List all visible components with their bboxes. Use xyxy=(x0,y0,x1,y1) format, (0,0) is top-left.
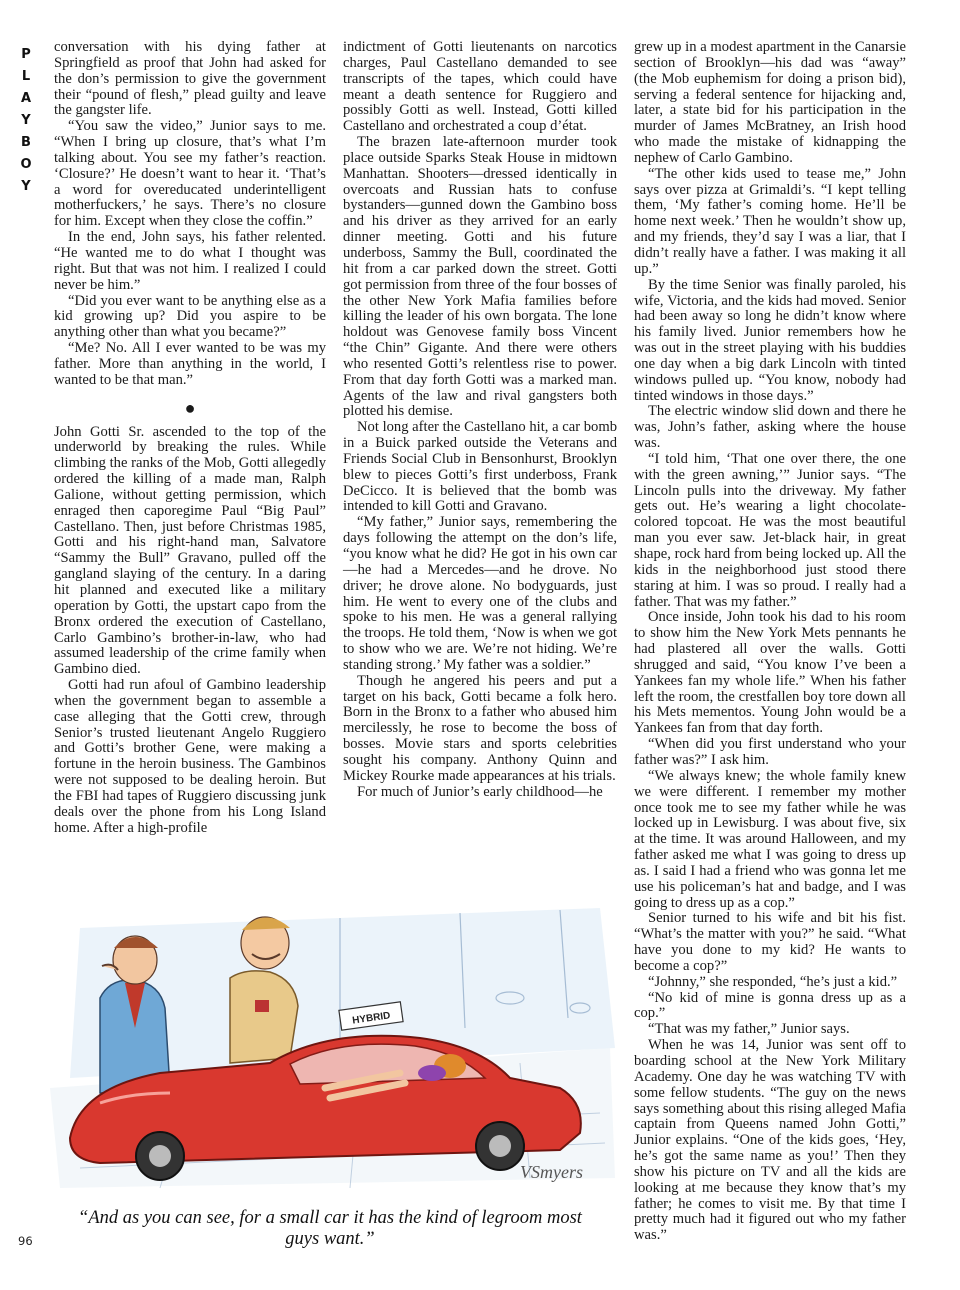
folio-letter: O xyxy=(20,157,32,172)
paragraph: “That was my father,” Junior says. xyxy=(648,1021,850,1038)
section-break-bullet: ● xyxy=(184,397,196,418)
folio-letter: Y xyxy=(21,179,31,194)
cartoon-illustration xyxy=(40,888,620,1196)
paragraph: Though he angered his peers and put a target on his back, Gotti became a folk hero. Born in the Bronx to a father who abused him mercilessly, he rose to become the boss of bosses. Movie stars and sports celebrities sought his company. Anthony Quinn and Mickey Rourke made appearances at his trials. xyxy=(343,672,617,784)
paragraph: “Johnny,” she responded, “he’s just a kid.” xyxy=(648,973,898,990)
paragraph: John Gotti Sr. ascended to the top of the underworld by breaking the rules. While climbing the ranks of the Mob, Gotti allegedly ordered the killing of a made man, Ralph Galione, without getting permission, which enraged then caporegime Paul “Big Paul” Castellano. Then, just before Christmas 1985, Gotti and his right-hand man, Salvatore “Sammy the Bull” Gravano, pulled off the gangland slaying of the century. In a daring hit planned and executed like a military operation by Gotti, the upstart capo from the Bronx ordered the execution of Castellano, Carlo Gambino’s brother-in-law, who had assumed leadership of the crime family when Gambino died. xyxy=(54,423,326,678)
paragraph: For much of Junior’s early childhood—he xyxy=(357,783,603,800)
folio-letter: B xyxy=(21,135,31,150)
paragraph: Senior turned to his wife and bit his fist. “What’s the matter with you?” he said. “What have you done to my kid? He wants to become a cop?” xyxy=(634,910,906,974)
paragraph: grew up in a modest apartment in the Canarsie section of Brooklyn—his dad was “away” (the Mob euphemism for doing a prison bid), serving a federal sentence for hijacking and, later, a state bid for his participation in the murder of James McBratney, an Irish hood who made the mistake of kidnapping the nephew of Carlo Gambino. xyxy=(634,39,906,166)
hybrid-sign-text: HYBRID xyxy=(351,1010,392,1027)
article-column-2 xyxy=(343,40,617,801)
folio-letter: P xyxy=(21,47,31,62)
paragraph: The electric window slid down and there he was, John’s father, asking where the house was. xyxy=(634,403,906,452)
folio-letter: L xyxy=(21,69,31,84)
article-column-1 xyxy=(54,40,326,837)
paragraph: indictment of Gotti lieutenants on narcotics charges, Paul Castellano demanded to see transcripts of the tapes, which could have meant a death sentence for Ruggiero and possibly Gotti as well. Instead, Gotti killed Castellano and orchestrated a coup d’état. xyxy=(343,39,617,135)
paragraph: “No kid of mine is gonna dress up as a cop.” xyxy=(634,989,906,1022)
folio-letter: A xyxy=(20,91,32,106)
paragraph: “We always knew; the whole family knew we were different. I remember my mother once took me to see my father while he was locked up in Lewisburg. I was about five, six at the time. It was around Halloween, and my father asked me what I was going to dress up as. I said I had a friend who was gonna let me use his policeman’s hat and badge, and I was going to dress up as a cop.” xyxy=(634,767,906,911)
cartoon-caption: “And as you can see, for a small car it has the kind of legroom most guys want.” xyxy=(78,1208,582,1249)
paragraph: In the end, John says, his father relented. “He wanted me to do what I thought was right. But that was not him. I realized I could never be him.” xyxy=(54,229,326,293)
magazine-folio xyxy=(14,44,38,198)
paragraph: Not long after the Castellano hit, a car bomb in a Buick parked outside the Veterans and Friends Social Club in Bensonhurst, Brooklyn blew to pieces Gotti’s first underboss, Frank DeCicco. It is believed that the bomb was intended to kill Gotti and Gravano. xyxy=(343,419,617,515)
paragraph: Once inside, John took his dad to his room to show him the New York Mets pennants he had plastered all over the walls. Gotti shrugged and said, “You know I’ve been a Yankees fan my whole life.” When his father left the room, the crestfallen boy tore down all his Mets mementos. Young John would be a Yankees fan from that day forth. xyxy=(634,609,906,737)
article-column-3 xyxy=(634,40,906,1244)
paragraph: “When did you first understand who your father was?” I ask him. xyxy=(634,736,906,768)
paragraph: “Me? No. All I ever wanted to be was my father. More than anything in the world, I wanted to be that man.” xyxy=(54,340,326,388)
paragraph: By the time Senior was finally paroled, his wife, Victoria, and the kids had moved. Senior had been away so long he didn’t know where his family lived. Junior remembers how he was out in the street playing with his buddies one day when a big dark Lincoln with tinted windows pulled up. “You know, nobody had tinted windows in those days.” xyxy=(634,276,906,404)
page-number: 96 xyxy=(18,1234,33,1248)
paragraph: When he was 14, Junior was sent off to boarding school at the New York Military Academy. One day he was watching TV with some fellow students. “The guy on the news says something about this rising alleged Mafia captain from Queens named John Gotti,” Junior explains. “One of the kids goes, ‘Hey, he’s got the same name as you!’ Then they show his picture on TV and all the kids are looking at me because they know that’s my father; he comes to visit me. By that time I pretty much had it figured out who my father was.” xyxy=(634,1037,906,1244)
paragraph: “Did you ever want to be anything else as a kid growing up? Did you aspire to be anything other than what you became?” xyxy=(54,292,326,341)
paragraph: “You saw the video,” Junior says to me. “When I bring up closure, that’s what I’m talking about. You see my father’s reaction. ‘Closure?’ He doesn’t want to hear it. ‘That’s a word for overeducated underintelligent motherfuckers,’ he says. There’s no closure for him. Except when they close the coffin.” xyxy=(54,118,326,230)
paragraph: “I told him, ‘That one over there, the one with the green awning,’” Junior says. “The Lincoln pulls into the driveway. My father gets out. He’s wearing a light chocolate-colored topcoat. He was the most beautiful man you ever saw. Jet-black hair, in great shape, rock hard from being locked up. All the kids in the neighborhood just stood there staring at him. I was so proud. I really had a father. That was my father.” xyxy=(634,450,906,610)
artist-signature: VSmyers xyxy=(520,1162,583,1182)
paragraph: conversation with his dying father at Springfield as proof that John had asked for the don’s permission to give the government their “pound of flesh,” plead guilty and leave the gangster life. xyxy=(54,39,326,119)
paragraph: “My father,” Junior says, remembering the days following the attempt on the don’s life, “you know what he did? He got in his own car—he had a Mercedes—and he drove. No driver; he drove alone. No bodyguards, just him. He went to every one of the clubs and spoke to his men. He was a general rallying the troops. He told them, ‘Now is when we got to show who we are. We’re not hiding. We’re standing strong.’ My father was a soldier.” xyxy=(343,514,617,673)
paragraph: Gotti had run afoul of Gambino leadership when the government began to assemble a case alleging that the Gotti crew, through Senior’s trusted lieutenant Angelo Ruggiero and Gotti’s brother Gene, were making a fortune in the heroin business. The Gambinos were not supposed to be dealing heroin. But the FBI had tapes of Ruggiero discussing junk deals over the phone from his Long Island home. After a high-profile xyxy=(54,677,326,836)
folio-letter: Y xyxy=(21,113,31,128)
paragraph: The brazen late-afternoon murder took place outside Sparks Steak House in midtown Manhattan. Shooters—dressed identically in overcoats and Russian hats to confuse bystanders—gunned down the Gambino boss and his driver as they arrived for an early dinner meeting. Gotti and his future underboss, Sammy the Bull, coordinated the hit from a car parked down the street. Gotti got permission from three of the four bosses of the other New York Mafia families before killing the leader of his own borgata. The lone holdout was Genovese family boss Vincent “the Chin” Gigante. And there were others who resented Gotti’s relentless rise to power. From that day forth Gotti was a marked man. Agents of the law and rival gangsters both plotted his demise. xyxy=(343,134,617,420)
paragraph: “The other kids used to tease me,” John says over pizza at Grimaldi’s. “I kept telling them, ‘My father’s coming home. He’ll be home next week.’ Then he wouldn’t show up, and my friends, they’d say I was a liar, that I didn’t really have a father. I was making it all up.” xyxy=(634,165,906,277)
